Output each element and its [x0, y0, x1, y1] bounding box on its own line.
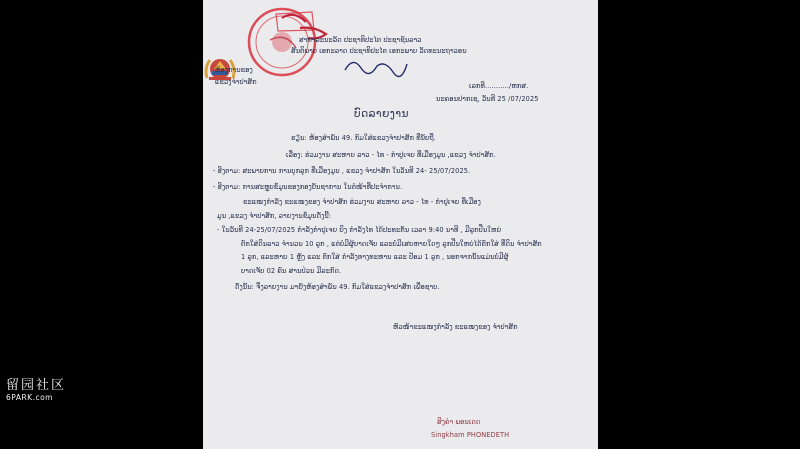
- signatory-name-lao: ສິງຄໍາ ພອນເດດ: [437, 418, 481, 426]
- report-point-line-1: - ໃນວັນທີ 24-25/07/2025 ກໍາລັງກໍາປູເຈຍ ຍິງ ກໍາລັງໄທ ໄດ້ປະທະກັນ ເວລາ 9:40 ນາທີ , ມີລູກປືນໃຫຍ່: [217, 226, 502, 234]
- site-watermark: [6, 378, 72, 403]
- reference-date: ນະຄອນປາກເຊ, ວັນທີ 25 /07/2025: [436, 95, 539, 103]
- watermark-site: 6PARK.com: [6, 393, 53, 402]
- report-point-line-2: ຕົກໃສ່ດິນລາວ ຈໍານວນ 10 ລູກ , ແຕ່ບໍ່ມີຜູ້ບາດເຈັບ ແລະບໍ່ມີເສຍຫາຍໃດໆ ລູກປືນໃຫຍ່ໄດ້ຕົກໃສ່ ທີ່ດິນ ຈໍາປາສັກ: [241, 240, 542, 248]
- state-line: ສາທາລະນະລັດ ປະຊາທິປະໄຕ ປະຊາຊົນລາວ: [299, 36, 422, 44]
- closing-line: ດັ່ງນັ້ນ: ຈຶ່ງລາຍງານ ມາຍັງຫ້ອງສໍາພັນ 49. ກົມໃສ່ແຂວງຈໍາປາສັກ ເພື່ອຊາບ.: [235, 283, 440, 291]
- motto-line: ສັນຕິພາບ ເອກະລາດ ປະຊາທິປະໄຕ ເອກະພາບ ວັດທະນະຖາວອນ: [291, 47, 467, 55]
- signatory-position: ຫົວໜ້າຂະແໜງກໍາລັງ ຂະແໜງຂອງ ຈໍາປາສັກ: [393, 323, 518, 331]
- sender-line-2: ແຂວງຈໍາປາສັກ: [215, 78, 257, 86]
- signature-icon: [341, 52, 411, 82]
- document-title: ບົດລາຍງານ: [354, 108, 409, 120]
- document-paper: [203, 0, 598, 449]
- recipient-line: ຮຽນ: ຫ້ອງສໍາພັນ 49. ກົມໃສ່ແຂວງຈໍາປາສັກ ທີ່ນັບຖື.: [291, 134, 436, 142]
- signatory-name-latin: Singkham PHONEDETH: [431, 431, 510, 439]
- sender-line-1: ຫ້ອງການຂອງ: [215, 66, 253, 74]
- report-point-line-3: 1 ລູກ, ແລະຫາຍ 1 ຫຼັງ ແລະ ຕົກໃສ່ ກໍາລັງທາງທະຫານ ແລະ ປ້ອມ 1 ລູກ , ນອກຈາກນັ້ນແມ່ນບໍ່ມີຜູ້: [241, 253, 509, 261]
- reference-number: ເລກທີ.........../ຫກສ.: [469, 82, 529, 90]
- reference-line-1: - ອີງຕາມ: ສະພາບການ ການບຸກລຸກ ທີ່ເມືອງມູນ , ແຂວງ ຈໍາປາສັກ ໃນວັນທີ 24- 25/07/2025.: [213, 167, 471, 175]
- intro-line-1: ຂະແໜງກໍາລັງ ຂະແໜງຂອງ ຈໍາປາສັກ ຮ່ວມງານ ສະຫາຍ ລາວ - ໄທ - ກໍາປູເຈຍ ທີ່ເມືອງ: [243, 198, 481, 206]
- subject-line: ເລື່ອງ: ຮ່ວມງານ ສະຫາຍ ລາວ - ໄທ - ກໍາປູເຈຍ ທີ່ເມືອງມູນ ,ແຂວງ ຈໍາປາສັກ.: [286, 151, 496, 159]
- intro-line-2: ມູນ ,ແຂວງ ຈໍາປາສັກ, ລາຍງານຂໍ້ມູນດັ່ງນີ້:: [217, 212, 332, 220]
- watermark-logo: 留园社区: [6, 378, 67, 393]
- reference-line-2: - ອີງຕາມ: ການສະຫຼຸບຂໍ້ມູນຂອງກອງບັນຊາການ ໃນຕໍ່ໜ້າທີ່ປະຈໍາການ.: [213, 183, 403, 191]
- report-point-line-4: ບາດເຈັບ 02 ຄົນ ສານປ່ວນ ມີລະກົດ.: [241, 267, 342, 275]
